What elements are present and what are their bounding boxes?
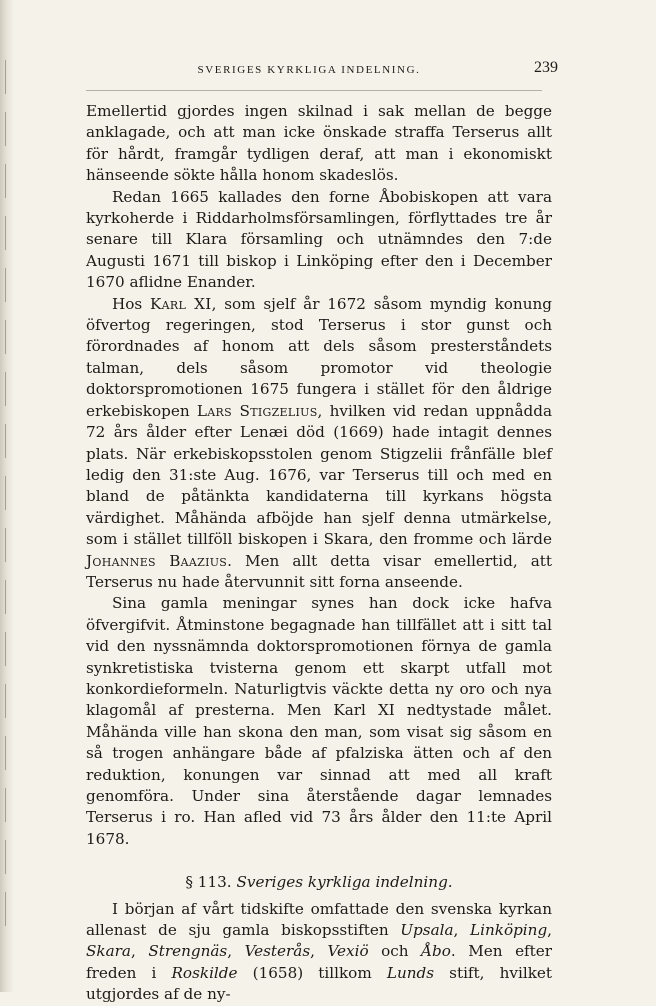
paragraph-3: [86, 294, 552, 594]
p3-text-d: . Men allt detta visar emellertid, att Terserus nu hade återvunnit sitt forna anseende.: [86, 551, 552, 591]
diocese-abo: Åbo: [421, 942, 451, 961]
section-number: § 113.: [185, 873, 232, 892]
diocese-lunds: Lunds: [386, 963, 435, 982]
diocese-upsala: Upsala: [400, 921, 454, 940]
p5-text-c: (1658) tillkom: [237, 963, 387, 982]
paragraph-5: [86, 899, 552, 1006]
diocese-strengnas: Strengnäs: [148, 942, 228, 961]
separator: ,: [310, 942, 328, 961]
separator: ,: [227, 942, 245, 961]
diocese-linkoping: Linköping: [470, 921, 548, 940]
diocese-vexio: Vexiö: [327, 942, 369, 961]
separator: ,: [130, 942, 149, 961]
diocese-vesteras: Vesterås: [244, 942, 311, 961]
p5-text-b: . Men efter freden i: [86, 942, 553, 982]
conjunction: och: [368, 942, 422, 961]
p3-text-c: , hvilken vid redan uppnådda 72 års ålder efter Lenæi död (1669) hade intagit dennes plats. När erkebiskopsstolen genom Stigzelii frånfälle blef ledig den 31:ste Aug. 1676, var Terserus till och med en bland de påtänkta kandidaterna till kyrkans högsta värdighet. Måhända afböjde han sjelf denna utmärkelse, som i stället tillföll biskopen i Skara, den fromme och lärde: [86, 401, 552, 549]
page-number: 239: [534, 59, 558, 76]
body-text: [86, 101, 552, 1006]
separator: ,: [453, 921, 471, 940]
p3-text-a: Hos: [112, 294, 150, 313]
book-page: [86, 56, 558, 1006]
p3-text-b: , som sjelf år 1672 såsom myndig konung öfvertog regeringen, stod Terserus i stor gunst och förordnades af honom att dels såsom presterståndets talman, dels såsom promotor vid theologie doktorspromotionen 1675 fungera i stället för den åldrige erkebiskopen: [86, 294, 552, 420]
p5-text-a: I början af vårt tidskifte omfattade den svenska kyrkan allenast de sju gamla biskopsstiften: [86, 899, 552, 940]
running-head: [86, 56, 558, 82]
header-rule: [86, 90, 542, 91]
paragraph-1: Emellertid gjordes ingen skilnad i sak mellan de begge anklagade, och att man icke önskade straffa Terserus allt för hårdt, framgår tydligen deraf, att man i ekonomiskt hänseende sökte hålla honom skadeslös.: [86, 102, 552, 185]
paragraph-4: Sina gamla meningar synes han dock icke hafva öfvergifvit. Åtminstone begagnade han tillfället att i sitt tal vid den nyssnämnda doktorspromotionen förnya de gamla synkretistiska tvisterna genom ett skarpt utfall mot konkordieformeln. Naturligtvis väckte detta ny oro och nya klagomål af presterna. Men Karl XI nedtystade målet. Måhända ville han skona den man, som visat sig såsom en så trogen anhängare både af pfalziska ätten och af den reduktion, konungen var sinnad att med all kraft genomföra. Under sina återstående dagar lemnades Terserus i ro. Han afled vid 73 års ålder den 11:te April 1678.: [86, 594, 552, 848]
section-title: Sveriges kyrkliga indelning.: [236, 873, 453, 892]
name-lars-stigzelius: Lars Stigzelius: [196, 401, 318, 420]
paragraph-2: Redan 1665 kallades den forne Åbobiskopen att vara kyrkoherde i Riddarholmsförsamlingen, förflyttades tre år senare till Klara församling och utnämndes den 7:de Augusti 1671 till biskop i Linköping efter den i December 1670 aflidne Enander.: [86, 187, 552, 292]
separator: ,: [547, 921, 552, 940]
section-heading: [86, 872, 552, 893]
page-binding-shadow: [0, 0, 14, 992]
place-roskilde: Roskilde: [171, 963, 238, 982]
diocese-skara: Skara: [86, 942, 131, 961]
name-karl-xi: Karl XI: [150, 294, 212, 313]
running-title: SVERIGES KYRKLIGA INDELNING.: [197, 64, 421, 76]
name-johannes-baazius: Johannes Baazius: [86, 551, 228, 570]
p5-text-d: stift, hvilket utgjordes af de ny-: [86, 963, 552, 1004]
page-edge-mark: [5, 60, 6, 940]
